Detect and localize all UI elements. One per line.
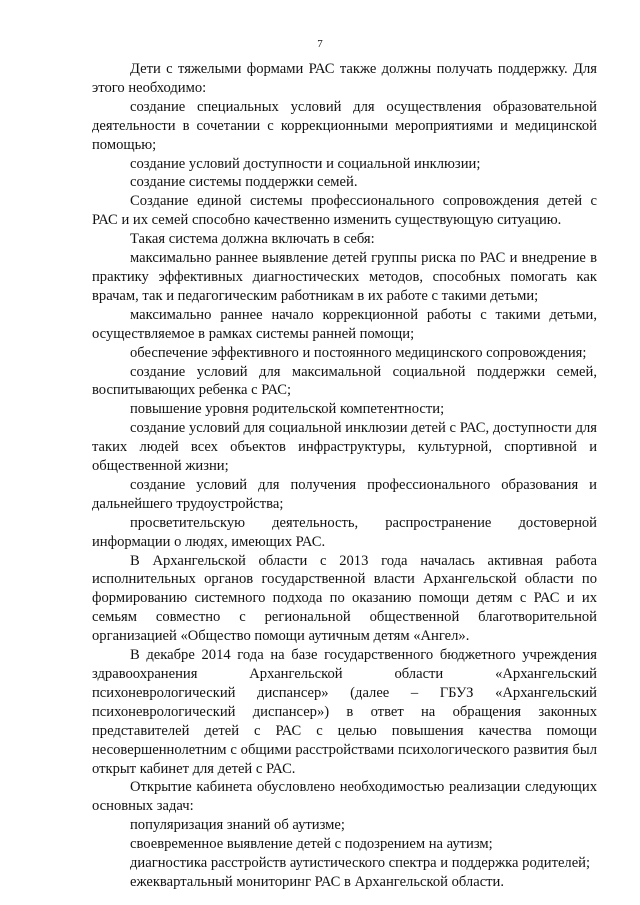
document-body <box>92 60 597 892</box>
list-item-social-support: создание условий для максимальной социальной поддержки семей, воспитывающих ребенка с РАС; <box>92 363 597 399</box>
paragraph-arkhangelsk-2013: В Архангельской области с 2013 года началась активная работа исполнительных органов государственной власти Архангельской области по формированию системного подхода по оказанию помощи детям с РАС и их семьям совместно с региональной общественной благотворительной организацией «Общество помощи аутичным детям «Ангел». <box>92 552 597 645</box>
list-item-popularization: популяризация знаний об аутизме; <box>130 817 345 834</box>
list-item-diagnostics: диагностика расстройств аутистического спектра и поддержка родителей; <box>130 855 591 872</box>
list-item-early-detection: максимально раннее выявление детей группы риска по РАС и внедрение в практику эффективных диагностических методов, способных помогать как врачам, так и педагогическим работникам в их работе с такими детьми; <box>92 250 597 304</box>
list-item-timely-detection: своевременное выявление детей с подозрением на аутизм; <box>130 836 493 853</box>
paragraph-cabinet-tasks: Открытие кабинета обусловлено необходимостью реализации следующих основных задач: <box>92 779 597 815</box>
paragraph-intro: Дети с тяжелыми формами РАС также должны получать поддержку. Для этого необходимо: <box>92 61 597 96</box>
paragraph-system-includes: Такая система должна включать в себя: <box>130 231 375 248</box>
list-item-medical-support: обеспечение эффективного и постоянного медицинского сопровождения; <box>130 344 587 361</box>
page-number: 7 <box>317 38 323 50</box>
paragraph-unified-system: Создание единой системы профессионального сопровождения детей с РАС и их семей способно качественно изменить существующую ситуацию. <box>92 193 597 229</box>
list-item-family-support: создание системы поддержки семей. <box>130 174 358 191</box>
list-item-special-conditions: создание специальных условий для осуществления образовательной деятельности в сочетании с коррекционными мероприятиями и медицинской помощью; <box>92 98 597 153</box>
list-item-accessibility: создание условий доступности и социальной инклюзии; <box>130 155 481 172</box>
paragraph-december-2014: В декабре 2014 года на базе государственного бюджетного учреждения здравоохранения Архангельской области «Архангельский психоневрологический диспансер» (далее – ГБУЗ «Архангельский психоневрологический диспансер») в ответ на обращения законных представителей детей с РАС с целью повышения качества помощи несовершеннолетним с общими расстройствами психологического развития был открыт кабинет для детей с РАС. <box>92 647 597 777</box>
list-item-early-correction: максимально раннее начало коррекционной работы с такими детьми, осуществляемое в рамках системы ранней помощи; <box>92 306 597 342</box>
list-item-social-inclusion: создание условий для социальной инклюзии детей с РАС, доступности для таких людей всех объектов инфраструктуры, культурной, спортивной и общественной жизни; <box>92 420 597 475</box>
list-item-awareness: просветительскую деятельность, распространение достоверной информации о людях, имеющих РАС. <box>92 514 597 550</box>
list-item-education-employment: создание условий для получения профессионального образования и дальнейшего трудоустройства; <box>92 476 597 512</box>
list-item-monitoring: ежеквартальный мониторинг РАС в Архангельской области. <box>130 873 505 890</box>
list-item-parent-competence: повышение уровня родительской компетентности; <box>130 401 445 418</box>
